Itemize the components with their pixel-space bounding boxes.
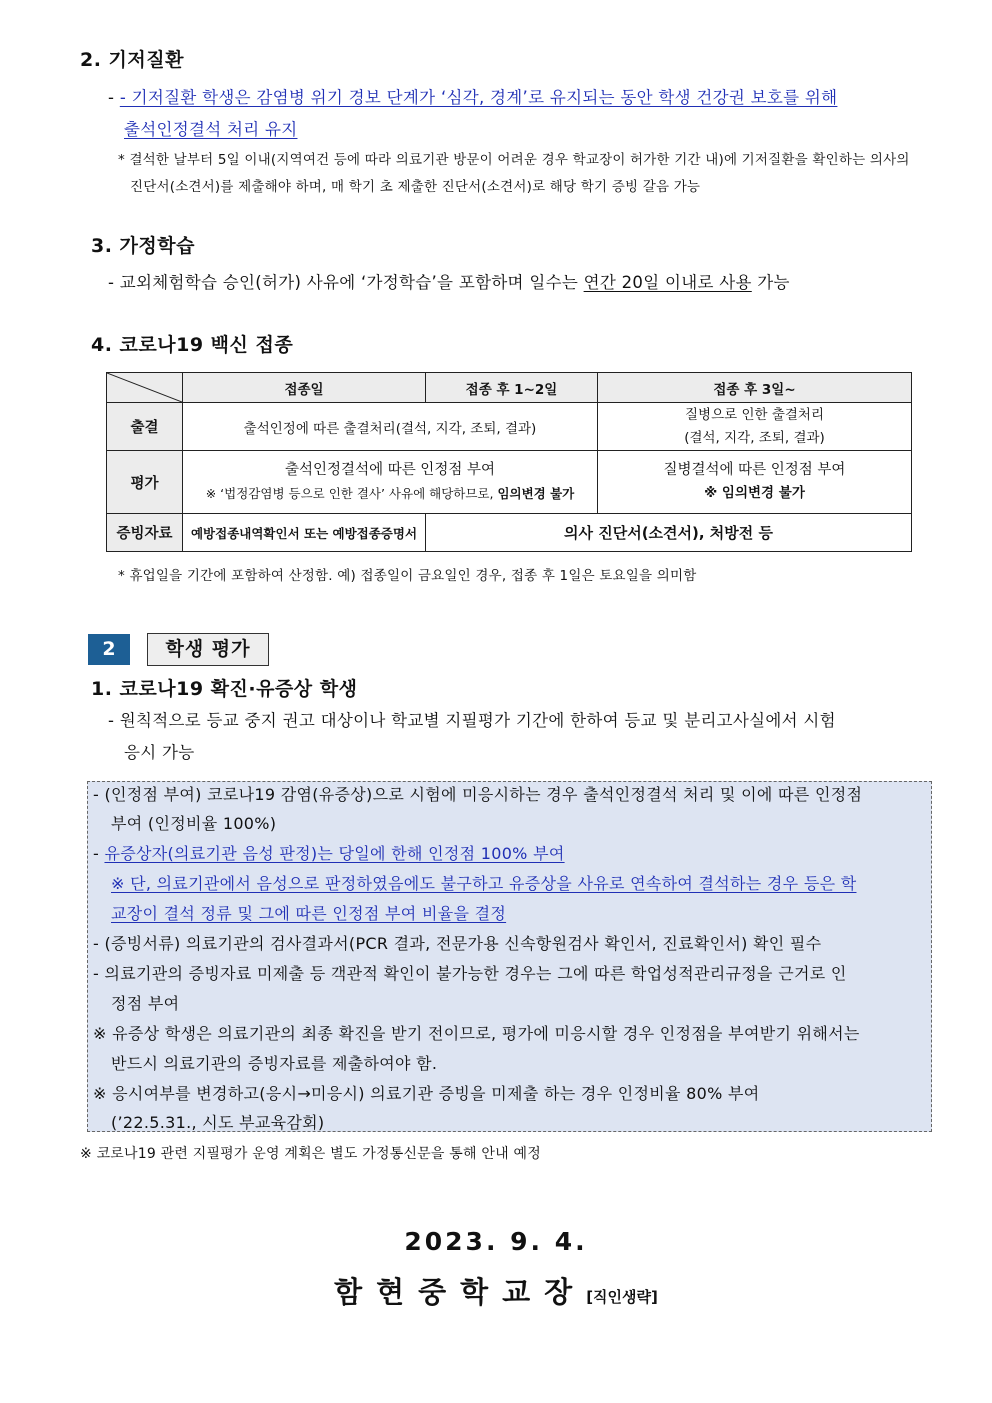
box-line-7b: (’22.5.31., 시도 부교육감회) <box>111 1113 325 1132</box>
document-date: 2023. 9. 4. <box>404 1227 588 1256</box>
evaluation-a-line-1: 출석인정결석에 따른 인정점 부여 <box>285 462 495 478</box>
section-number-badge: 2 <box>88 634 130 665</box>
diagonal-line <box>107 373 182 402</box>
attendance-b-line-1: 질병으로 인한 출결처리 <box>685 406 824 423</box>
box-line-5b: 정점 부여 <box>111 994 180 1013</box>
underlying-disease-note-1: * 결석한 날부터 5일 이내(지역여건 등에 따라 의료기관 방문이 어려운 경우 학교장이 허가한 기간 내)에 기저질환을 확인하는 의사의 <box>118 152 910 168</box>
evaluation-b-line-1: 질병결석에 따른 인정점 부여 <box>663 462 846 478</box>
heading-underlying-disease: 2. 기저질환 <box>80 49 184 71</box>
heading-covid-student: 1. 코로나19 확진·유증상 학생 <box>91 678 358 700</box>
box-dash: - <box>93 844 105 863</box>
table-row-evaluation <box>107 451 912 514</box>
box-line-3b-text: 교장이 결석 정류 및 그에 따른 인정점 부여 비율을 결정 <box>111 904 507 923</box>
row-label-evaluation: 평가 <box>107 451 183 514</box>
evaluation-cell-b <box>598 451 912 514</box>
box-line-6b: 반드시 의료기관의 증빙자료를 제출하여야 함. <box>111 1054 438 1073</box>
seal-omitted-note: [직인생략] <box>586 1288 658 1306</box>
header-after-3-days: 접종 후 3일~ <box>598 373 912 403</box>
vaccination-note: * 휴업일을 기간에 포함하여 산정함. 예) 접종일이 금요일인 경우, 접종 후 1일은 토요일을 의미함 <box>118 568 697 584</box>
evaluation-b-line-2: ※ 임의변경 불가 <box>704 485 805 501</box>
box-line-5a: - 의료기관의 증빙자료 미제출 등 객관적 확인이 불가능한 경우는 그에 따른 학업성적관리규정을 근거로 인 <box>93 964 847 983</box>
section-title-box: 학생 평가 <box>147 633 269 666</box>
box-symptomatic-text: 유증상자(의료기관 음성 판정)는 당일에 한해 인정점 100% 부여 <box>104 844 565 863</box>
attendance-b-line-2: (결석, 지각, 조퇴, 결과) <box>684 429 825 446</box>
heading-vaccination: 4. 코로나19 백신 접종 <box>91 334 294 356</box>
box-line-1a: - (인정점 부여) 코로나19 감염(유증상)으로 시험에 미응시하는 경우 출석인정결석 처리 및 이에 따른 인정점 <box>93 785 863 804</box>
box-line-7a: ※ 응시여부를 변경하고(응시→미응시) 의료기관 증빙을 미제출 하는 경우 인정비율 80% 부여 <box>93 1084 760 1103</box>
evidence-cell-b: 의사 진단서(소견서), 처방전 등 <box>426 514 912 552</box>
header-after-1-2-days: 접종 후 1~2일 <box>426 373 598 403</box>
evaluation-a-note: ※ ‘법정감염병 등으로 인한 결사’ 사유에 해당하므로, <box>205 486 498 501</box>
table-row-attendance <box>107 403 912 451</box>
row-label-attendance: 출결 <box>107 403 183 451</box>
box-line-2 <box>93 839 565 869</box>
home-learning-pre: - 교외체험학습 승인(허가) 사유에 ‘가정학습’을 포함하며 일수는 <box>108 273 584 292</box>
home-learning-post: 가능 <box>751 273 790 292</box>
table-header-row <box>107 373 912 403</box>
evidence-cell-a: 예방접종내역확인서 또는 예방접종증명서 <box>183 514 426 552</box>
underlying-disease-line-2 <box>124 115 297 145</box>
covid-student-line-1: - 원칙적으로 등교 중지 권고 대상이나 학교별 지필평가 기간에 한하여 등교 및 분리고사실에서 시험 <box>108 711 836 730</box>
home-learning-underlined: 연간 20일 이내로 사용 <box>583 273 752 292</box>
heading-home-learning: 3. 가정학습 <box>91 235 195 257</box>
attendance-cell-a: 출석인정에 따른 출결처리(결석, 지각, 조퇴, 결과) <box>183 403 598 451</box>
underlying-disease-text-1: - 기저질환 학생은 감염병 위기 경보 단계가 ‘심각, 경계’로 유지되는 동안 학생 건강권 보호를 위해 <box>119 88 838 107</box>
box-line-3b <box>111 899 506 929</box>
evaluation-a-bold: 임의변경 불가 <box>497 486 575 501</box>
exam-plan-footnote: ※ 코로나19 관련 지필평가 운영 계획은 별도 가정통신문을 통해 안내 예정 <box>80 1146 541 1162</box>
home-learning-line <box>108 268 790 298</box>
vaccination-table <box>106 372 912 552</box>
table-row-evidence <box>107 514 912 552</box>
signature-line <box>0 1270 992 1311</box>
underlying-disease-note-2: 진단서(소견서)를 제출해야 하며, 매 학기 초 제출한 진단서(소견서)로 해당 학기 증빙 갈음 가능 <box>130 179 701 195</box>
signer-name: 함현중학교장 <box>334 1275 587 1309</box>
box-line-3a-text: ※ 단, 의료기관에서 음성으로 판정하였음에도 불구하고 유증상을 사유로 연속하여 결석하는 경우 등은 학 <box>111 874 857 893</box>
underlying-disease-line-1 <box>108 83 837 113</box>
box-line-6a: ※ 유증상 학생은 의료기관의 최종 확진을 받기 전이므로, 평가에 미응시할 경우 인정점을 부여받기 위해서는 <box>93 1024 860 1043</box>
covid-student-line-2: 응시 가능 <box>124 743 195 762</box>
row-label-evidence: 증빙자료 <box>107 514 183 552</box>
attendance-cell-b <box>598 403 912 451</box>
evaluation-cell-a <box>183 451 598 514</box>
evaluation-a-line-2 <box>183 482 597 505</box>
header-vaccination-day: 접종일 <box>183 373 426 403</box>
box-line-4: - (증빙서류) 의료기관의 검사결과서(PCR 결과, 전문가용 신속항원검사 확인서, 진료확인서) 확인 필수 <box>93 934 822 953</box>
underlying-disease-text-2: 출석인정결석 처리 유지 <box>124 120 298 139</box>
diagonal-corner-cell <box>107 373 183 403</box>
box-line-1b: 부여 (인정비율 100%) <box>111 814 277 833</box>
dash: - <box>108 88 120 107</box>
box-line-3a <box>111 869 856 899</box>
